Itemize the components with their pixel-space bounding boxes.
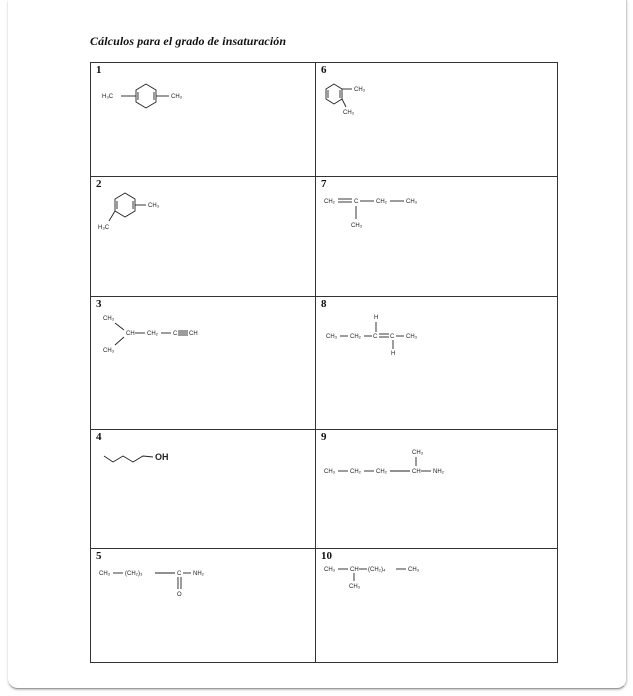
problem-number: 9 — [321, 431, 327, 443]
problem-number: 3 — [96, 298, 102, 310]
atom-label: CH₃ — [412, 450, 424, 456]
atom-label: CH₂ — [350, 469, 361, 475]
problem-cell-4 — [91, 430, 316, 549]
atom-label: CH₃ — [103, 316, 115, 322]
right-group-label: CH₃ — [171, 94, 183, 100]
benzene-ring — [136, 84, 156, 108]
atom-label: O — [177, 592, 182, 598]
atom-label: (CH₂)₄ — [368, 567, 386, 573]
atom-label: CH₂ — [147, 331, 158, 337]
atom-label: CH — [189, 331, 198, 337]
problem-cell-5 — [91, 549, 316, 662]
structure-3-diagram — [91, 297, 316, 430]
substituent-label: CH₃ — [354, 87, 366, 93]
atom-label: C — [373, 334, 378, 340]
atom-label: CH — [350, 567, 359, 573]
substituent-label: H₃C — [98, 225, 110, 231]
atom-label: C — [177, 571, 182, 577]
atom-label: C — [390, 334, 395, 340]
problem-cell-9 — [316, 430, 557, 549]
atom-label: NH₂ — [193, 571, 204, 577]
atom-label: CH₃ — [324, 567, 336, 573]
bond — [109, 211, 115, 221]
atom-label: CH₃ — [324, 469, 336, 475]
atom-label: CH₃ — [99, 571, 111, 577]
problem-number: 8 — [321, 298, 327, 310]
bond — [342, 99, 346, 107]
problem-number: 4 — [96, 431, 102, 443]
problem-cell-10 — [316, 549, 557, 662]
structure-2-diagram — [91, 177, 316, 297]
atom-label: CH₂ — [376, 469, 387, 475]
problem-number: 1 — [96, 64, 102, 76]
problem-cell-3 — [91, 297, 316, 430]
hydroxyl-label: OH — [155, 452, 169, 462]
atom-label: CH₃ — [351, 223, 363, 229]
problem-cell-2 — [91, 177, 316, 297]
document-page — [8, 0, 627, 689]
structure-8-diagram — [316, 297, 557, 430]
benzene-ring — [115, 193, 135, 217]
substituent-label: CH₃ — [148, 203, 160, 209]
atom-label: CH₃ — [103, 348, 115, 354]
atom-label: (CH₂)₃ — [125, 571, 143, 577]
atom-label: CH — [412, 469, 421, 475]
problem-number: 6 — [321, 64, 327, 76]
atom-label: CH₂ — [376, 199, 387, 205]
atom-label: CH₃ — [408, 567, 420, 573]
structure-4-diagram — [91, 430, 316, 549]
bond — [115, 337, 124, 345]
problem-number: 5 — [96, 550, 102, 562]
carbon-chain — [104, 456, 153, 462]
problem-number: 7 — [321, 178, 327, 190]
problems-table — [90, 62, 558, 663]
atom-label: H — [374, 315, 379, 321]
bond — [115, 323, 124, 330]
atom-label: CH₂ — [324, 199, 335, 205]
substituent-label: CH₃ — [343, 110, 355, 116]
page-title: Cálculos para el grado de insaturación — [90, 34, 287, 48]
atom-label: C — [354, 199, 359, 205]
atom-label: H — [391, 351, 396, 357]
problem-cell-6 — [316, 63, 557, 177]
problem-cell-8 — [316, 297, 557, 430]
structure-10-diagram — [316, 549, 557, 662]
structure-7-diagram — [316, 177, 557, 297]
atom-label: CH — [126, 331, 135, 337]
structure-5-diagram — [91, 549, 316, 662]
problem-number: 10 — [321, 550, 332, 562]
structure-1-diagram — [91, 63, 316, 177]
atom-label: CH₃ — [406, 199, 418, 205]
problem-number: 2 — [96, 178, 102, 190]
atom-label: CH₂ — [350, 334, 361, 340]
atom-label: CH₃ — [326, 334, 338, 340]
atom-label: NH₂ — [433, 469, 444, 475]
atom-label: C — [173, 331, 178, 337]
structure-9-diagram — [316, 430, 557, 549]
problem-cell-1 — [91, 63, 316, 177]
atom-label: CH₃ — [406, 334, 418, 340]
atom-label: CH₃ — [349, 584, 361, 590]
problem-cell-7 — [316, 177, 557, 297]
left-group-label: H₃C — [102, 94, 114, 100]
structure-6-diagram — [316, 63, 557, 177]
